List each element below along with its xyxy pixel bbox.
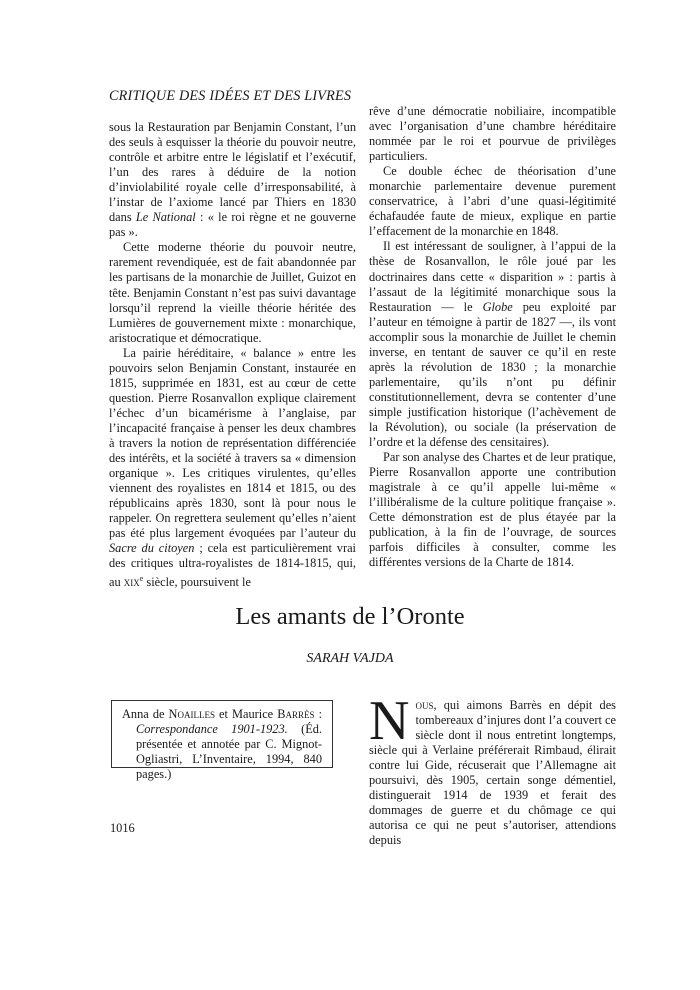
- book-reference-box: [111, 700, 333, 782]
- paragraph-text: : « le roi règne et ne gouverne pas ».: [109, 210, 357, 240]
- running-head: CRITIQUE DES IDÉES ET DES LIVRES: [109, 88, 352, 104]
- reference-details: (Éd. présentée et annotée par C. Mignot-Ogliastri, L’Inventaire, 1994, 840 pages.): [136, 722, 323, 782]
- paragraph: [109, 120, 356, 240]
- paragraph: [109, 346, 356, 591]
- drop-cap: N: [369, 690, 410, 752]
- newspaper-title: Le National: [135, 210, 196, 225]
- paragraph: Par son analyse des Chartes et de leur pratique, Pierre Rosanvallon apporte une contribution magistrale à ce qu’il appelle lui-même « l’illibéralisme de la culture politique française ». Cette démonstration est de plus étayée par la publication, à la fin de l’ouvrage, de sources parfois difficiles à consulter, comme les différentes versions de la Charte de 1814.: [369, 450, 616, 570]
- book-title: Sacre du citoyen: [109, 541, 195, 556]
- author-name: Noailles: [168, 707, 215, 721]
- paragraph: rêve d’une démocratie nobiliaire, incompatible avec l’organisation d’une chambre héréditaire nommée par le roi et pourvue de privilèges particuliers.: [369, 104, 616, 164]
- century-numeral: xix: [123, 575, 140, 590]
- newspaper-title: Globe: [482, 299, 513, 314]
- reference-text: :: [314, 707, 323, 721]
- paragraph-text: ; cela est particulièrement vrai des critiques ultra-royalistes de 1814-1815, qui, au: [109, 541, 356, 590]
- reference-text: Anna de: [122, 707, 169, 721]
- book-reference: [122, 707, 322, 782]
- paragraph: [369, 239, 616, 450]
- paragraph: Cette moderne théorie du pouvoir neutre, rarement revendiquée, est de fait abandonnée par les partisans de la monarchie de Juillet, Guizot en tête. Benjamin Constant n’est pas suivi davantage lorsqu’il reprend la vieille théorie héritée des Lumières de gouvernement mixte : monarchique, aristocratique et démocratique.: [109, 240, 356, 345]
- author-name: Barrès: [277, 707, 315, 721]
- reference-text: et Maurice: [214, 707, 278, 721]
- paragraph-text: , qui aimons Barrès en dépit des tombereaux d’injures dont l’a couvert ce siècle dont il nous entretint longtemps, siècle qui à Verlaine préférerait Rimbaud, élirait contre lui Gide, récuserait que l’Allemagne ait poursuivi, dès 1905, certain songe démentiel, distinguerait 1914 de 1939 et ferait des dommages de guerre et du chômage ce qui autorisa ce qui ne peut s’autoriser, attendions depuis: [369, 698, 616, 848]
- work-title: Correspondance 1901-1923.: [136, 722, 288, 737]
- left-column: [109, 120, 356, 591]
- page-number: 1016: [110, 821, 135, 835]
- paragraph-text: siècle, poursuivent le: [143, 575, 251, 590]
- paragraph-text: peu exploité par l’auteur en témoigne à partir de 1827 —, ils vont accomplir sous la monarchie de Juillet le chemin inverse, en tentant de sauver ce qu’il en reste après la révolution de 1830 ; la monarchie parlementaire, qu’ils n’ont pu définir constitutionnellement, devra se contenter d’une simple justification historique (l’achèvement de la Révolution), ou sociale (la préservation de l’ordre et la défense des censitaires).: [369, 299, 616, 450]
- right-column: [369, 104, 616, 570]
- paragraph-text: sous la Restauration par Benjamin Constant, l’un des seuls à esquisser la théorie du pouvoir neutre, contrôle et arbitre entre le législatif et l’exécutif, l’un des rares à déduire de la notion d’inviolabilité royale celle d’irresponsabilité, à l’instar de l’axiome lancé par Thiers en 1830 dans: [109, 120, 356, 225]
- century-superscript: e: [139, 574, 144, 584]
- opening-smallcaps: ous: [415, 698, 434, 712]
- paragraph-text: La pairie héréditaire, « balance » entre les pouvoirs selon Benjamin Constant, instaurée en 1815, supprimée en 1831, est au cœur de cette question. Pierre Rosanvallon explique clairement l’échec d’un bicamérisme à l’anglaise, par l’incapacité française à penser les deux chambres à travers la notion de représentation différenciée des intérêts, et la société à travers sa « dimension organique ». Les critiques virulentes, qu’elles viennent des royalistes en 1814 et 1815, ou des républicains après 1830, sont là pour nous le rappeler. On regrettera seulement qu’elles n’aient pas été plus largement évoquées par l’auteur du: [109, 345, 356, 541]
- article-title: Les amants de l’Oronte: [235, 603, 465, 630]
- paragraph: Ce double échec de théorisation d’une monarchie parlementaire devenue purement conservatrice, à l’abri d’une quasi-légitimité échafaudée faute de mieux, explique en partie l’effacement de la monarchie en 1848.: [369, 164, 616, 239]
- article-body: [369, 690, 616, 848]
- article-author: SARAH VAJDA: [306, 651, 394, 666]
- paragraph-text: Il est intéressant de souligner, à l’appui de la thèse de Rosanvallon, le rôle joué par les doctrinaires dans cette « disparition » : partis à l’assaut de la légitimité monarchique sous la Restauration — le: [369, 239, 616, 314]
